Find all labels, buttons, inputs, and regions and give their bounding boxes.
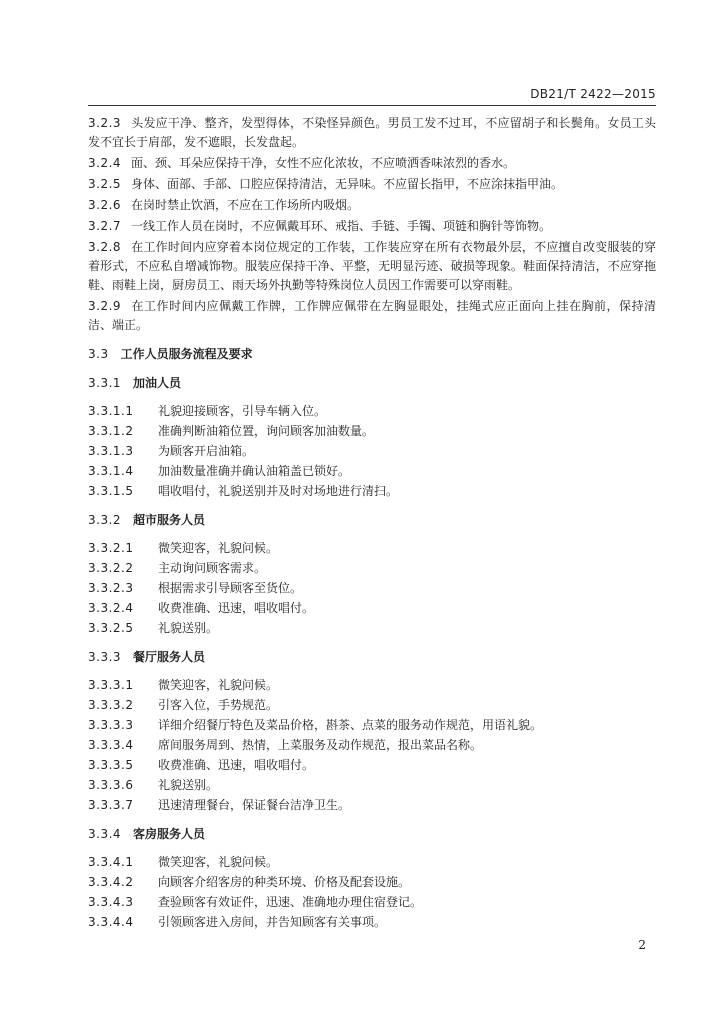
item-text: 收费准确、迅速，唱收唱付。 xyxy=(158,758,315,772)
clause-text: 身体、面部、手部、口腔应保持清洁，无异味。不应留长指甲，不应涂抹指甲油。 xyxy=(131,177,564,191)
subsection-heading-3-3-1 xyxy=(88,374,656,393)
item-text: 引客入位，手势规范。 xyxy=(158,698,279,712)
document-body xyxy=(88,114,656,933)
subsection-number: 3.3.1 xyxy=(88,376,122,390)
list-item xyxy=(88,579,656,598)
subsection-title: 餐厅服务人员 xyxy=(133,650,206,664)
list-item xyxy=(88,716,656,735)
list-item xyxy=(88,539,656,558)
list-item xyxy=(88,442,656,461)
item-number: 3.3.2.4 xyxy=(88,601,134,615)
list-item xyxy=(88,402,656,421)
subsection-number: 3.3.3 xyxy=(88,650,122,664)
item-number: 3.3.2.5 xyxy=(88,621,134,635)
item-number: 3.3.4.1 xyxy=(88,855,134,869)
item-text: 收费准确、迅速，唱收唱付。 xyxy=(158,601,315,615)
item-number: 3.3.1.1 xyxy=(88,404,134,418)
subsection-title: 加油人员 xyxy=(133,376,182,390)
item-number: 3.3.3.2 xyxy=(88,698,134,712)
item-text: 微笑迎客，礼貌问候。 xyxy=(158,541,279,555)
clause-number: 3.2.8 xyxy=(88,240,122,254)
clause-text: 面、颈、耳朵应保持干净，女性不应化浓妆，不应喷洒香味浓烈的香水。 xyxy=(131,156,516,170)
list-item xyxy=(88,873,656,892)
item-text: 准确判断油箱位置，询问顾客加油数量。 xyxy=(158,424,375,438)
item-text: 礼貌送别。 xyxy=(158,778,219,792)
list-item xyxy=(88,422,656,441)
subsection-number: 3.3.2 xyxy=(88,513,122,527)
list-item xyxy=(88,893,656,912)
item-text: 向顾客介绍客房的种类环境、价格及配套设施。 xyxy=(158,875,411,889)
clause-number: 3.2.4 xyxy=(88,156,122,170)
page-number: 2 xyxy=(638,938,646,952)
clause-3-2-4 xyxy=(88,154,656,173)
item-text: 查验顾客有效证件，迅速、准确地办理住宿登记。 xyxy=(158,895,423,909)
list-item xyxy=(88,696,656,715)
item-number: 3.3.1.5 xyxy=(88,484,134,498)
item-number: 3.3.1.2 xyxy=(88,424,134,438)
clause-3-2-8 xyxy=(88,238,656,295)
clause-number: 3.2.9 xyxy=(88,299,122,313)
clause-3-2-5 xyxy=(88,175,656,194)
clause-text: 一线工作人员在岗时，不应佩戴耳环、戒指、手链、手镯、项链和胸针等饰物。 xyxy=(131,219,552,233)
subsection-number: 3.3.4 xyxy=(88,827,122,841)
list-item xyxy=(88,736,656,755)
item-text: 详细介绍餐厅特色及菜品价格，斟茶、点菜的服务动作规范，用语礼貌。 xyxy=(158,718,543,732)
item-text: 加油数量准确并确认油箱盖已锁好。 xyxy=(158,464,351,478)
item-number: 3.3.4.3 xyxy=(88,895,134,909)
clause-text: 头发应干净、整齐，发型得体，不染怪异颜色。男员工发不过耳，不应留胡子和长鬓角。女员工头发不宜长于肩部，发不遮眼，长发盘起。 xyxy=(88,116,656,149)
clause-number: 3.2.3 xyxy=(88,116,122,130)
item-number: 3.3.2.1 xyxy=(88,541,134,555)
list-item xyxy=(88,599,656,618)
item-text: 根据需求引导顾客至货位。 xyxy=(158,581,303,595)
item-number: 3.3.4.2 xyxy=(88,875,134,889)
section-number: 3.3 xyxy=(88,347,109,361)
item-text: 席间服务周到、热情，上菜服务及动作规范，报出菜品名称。 xyxy=(158,738,483,752)
item-number: 3.3.3.6 xyxy=(88,778,134,792)
clause-text: 在岗时禁止饮酒，不应在工作场所内吸烟。 xyxy=(131,198,360,212)
clause-3-2-3 xyxy=(88,114,656,152)
header-divider xyxy=(88,105,656,106)
standard-code: DB21/T 2422—2015 xyxy=(530,87,656,101)
subsection-heading-3-3-2 xyxy=(88,511,656,530)
list-item xyxy=(88,756,656,775)
item-text: 唱收唱付，礼貌送别并及时对场地进行清扫。 xyxy=(158,484,399,498)
list-item xyxy=(88,853,656,872)
item-text: 为顾客开启油箱。 xyxy=(158,444,255,458)
section-heading-3-3 xyxy=(88,345,656,364)
item-number: 3.3.1.4 xyxy=(88,464,134,478)
subsection-heading-3-3-4 xyxy=(88,825,656,844)
clause-number: 3.2.5 xyxy=(88,177,122,191)
item-number: 3.3.3.1 xyxy=(88,678,134,692)
item-number: 3.3.3.7 xyxy=(88,798,134,812)
list-item xyxy=(88,913,656,932)
item-text: 礼貌迎接顾客，引导车辆入位。 xyxy=(158,404,327,418)
item-number: 3.3.3.4 xyxy=(88,738,134,752)
list-item xyxy=(88,482,656,501)
item-number: 3.3.3.3 xyxy=(88,718,134,732)
subsection-heading-3-3-3 xyxy=(88,648,656,667)
list-item xyxy=(88,676,656,695)
item-text: 礼貌送别。 xyxy=(158,621,219,635)
item-text: 主动询问顾客需求。 xyxy=(158,561,267,575)
item-text: 微笑迎客，礼貌问候。 xyxy=(158,855,279,869)
clause-3-2-6 xyxy=(88,196,656,215)
list-item xyxy=(88,462,656,481)
item-text: 微笑迎客，礼貌问候。 xyxy=(158,678,279,692)
section-title: 工作人员服务流程及要求 xyxy=(120,347,253,361)
item-number: 3.3.1.3 xyxy=(88,444,134,458)
list-item xyxy=(88,619,656,638)
item-number: 3.3.2.2 xyxy=(88,561,134,575)
item-number: 3.3.4.4 xyxy=(88,915,134,929)
list-item xyxy=(88,776,656,795)
list-item xyxy=(88,796,656,815)
item-text: 迅速清理餐台，保证餐台洁净卫生。 xyxy=(158,798,351,812)
item-number: 3.3.3.5 xyxy=(88,758,134,772)
item-number: 3.3.2.3 xyxy=(88,581,134,595)
clause-3-2-9 xyxy=(88,297,656,335)
subsection-title: 客房服务人员 xyxy=(133,827,206,841)
clause-text: 在工作时间内应佩戴工作牌，工作牌应佩带在左胸显眼处，挂绳式应正面向上挂在胸前，保持清洁、端正。 xyxy=(88,299,656,332)
clause-3-2-7 xyxy=(88,217,656,236)
list-item xyxy=(88,559,656,578)
subsection-title: 超市服务人员 xyxy=(133,513,206,527)
clause-number: 3.2.7 xyxy=(88,219,122,233)
clause-number: 3.2.6 xyxy=(88,198,122,212)
item-text: 引领顾客进入房间，并告知顾客有关事项。 xyxy=(158,915,387,929)
clause-text: 在工作时间内应穿着本岗位规定的工作装，工作装应穿在所有衣物最外层，不应擅自改变服装的穿着形式，不应私自增减饰物。服装应保持干净、平整，无明显污迹、破损等现象。鞋面保持清洁，不应穿拖鞋、雨鞋上岗，厨房员工、雨天场外执勤等特殊岗位人员因工作需要可以穿雨鞋。 xyxy=(88,240,656,292)
